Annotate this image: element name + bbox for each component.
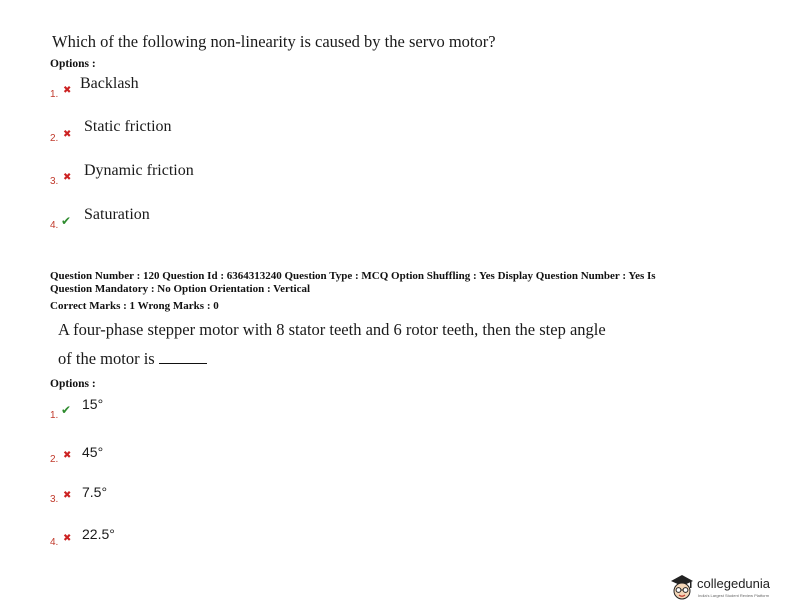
option-number: 3. xyxy=(50,494,59,505)
checkmark-icon: ✔ xyxy=(61,403,72,417)
checkmark-icon: ✔ xyxy=(61,214,72,228)
option-number: 2. xyxy=(50,454,59,465)
cross-icon: ✖ xyxy=(63,450,72,461)
option-number: 4. xyxy=(50,220,59,231)
cross-icon: ✖ xyxy=(63,533,72,544)
question-1-options-label: Options : xyxy=(50,58,96,70)
question-2-text-line-1: A four-phase stepper motor with 8 stator teeth and 6 rotor teeth, then the step angle xyxy=(58,320,606,339)
question-2-text: of the motor is xyxy=(58,349,155,368)
option-text: Saturation xyxy=(84,206,150,223)
answer-blank xyxy=(159,351,207,364)
option-number: 3. xyxy=(50,176,59,187)
logo-name: collegedunia xyxy=(697,576,771,591)
option-number: 1. xyxy=(50,410,59,421)
option-text: Backlash xyxy=(80,75,139,92)
option-number: 2. xyxy=(50,133,59,144)
option-text: 22.5° xyxy=(82,526,115,542)
option-text: Dynamic friction xyxy=(84,162,194,179)
cross-icon: ✖ xyxy=(63,129,72,140)
option-text: 15° xyxy=(82,396,104,412)
option-text: 7.5° xyxy=(82,484,108,500)
cross-icon: ✖ xyxy=(63,85,72,96)
question-2-text-line-2 xyxy=(58,349,207,369)
option-text: Static friction xyxy=(84,118,172,135)
collegedunia-logo xyxy=(668,570,784,604)
option-number: 1. xyxy=(50,89,59,100)
logo-tagline: India's Largest Student Review Platform xyxy=(698,593,770,598)
question-2-meta-line-1: Question Number : 120 Question Id : 6364313240 Question Type : MCQ Option Shuffling : Yes Display Question Number : Yes Is xyxy=(50,270,656,282)
question-2-meta-line-2: Question Mandatory : No Option Orientation : Vertical xyxy=(50,283,311,295)
option-text: 45° xyxy=(82,444,104,460)
cross-icon: ✖ xyxy=(63,490,72,501)
graduate-mascot-icon xyxy=(668,572,696,602)
option-number: 4. xyxy=(50,537,59,548)
question-1-text: Which of the following non-linearity is caused by the servo motor? xyxy=(52,32,496,51)
question-2-options-label: Options : xyxy=(50,378,96,390)
cross-icon: ✖ xyxy=(63,172,72,183)
question-2-marks: Correct Marks : 1 Wrong Marks : 0 xyxy=(50,300,219,312)
